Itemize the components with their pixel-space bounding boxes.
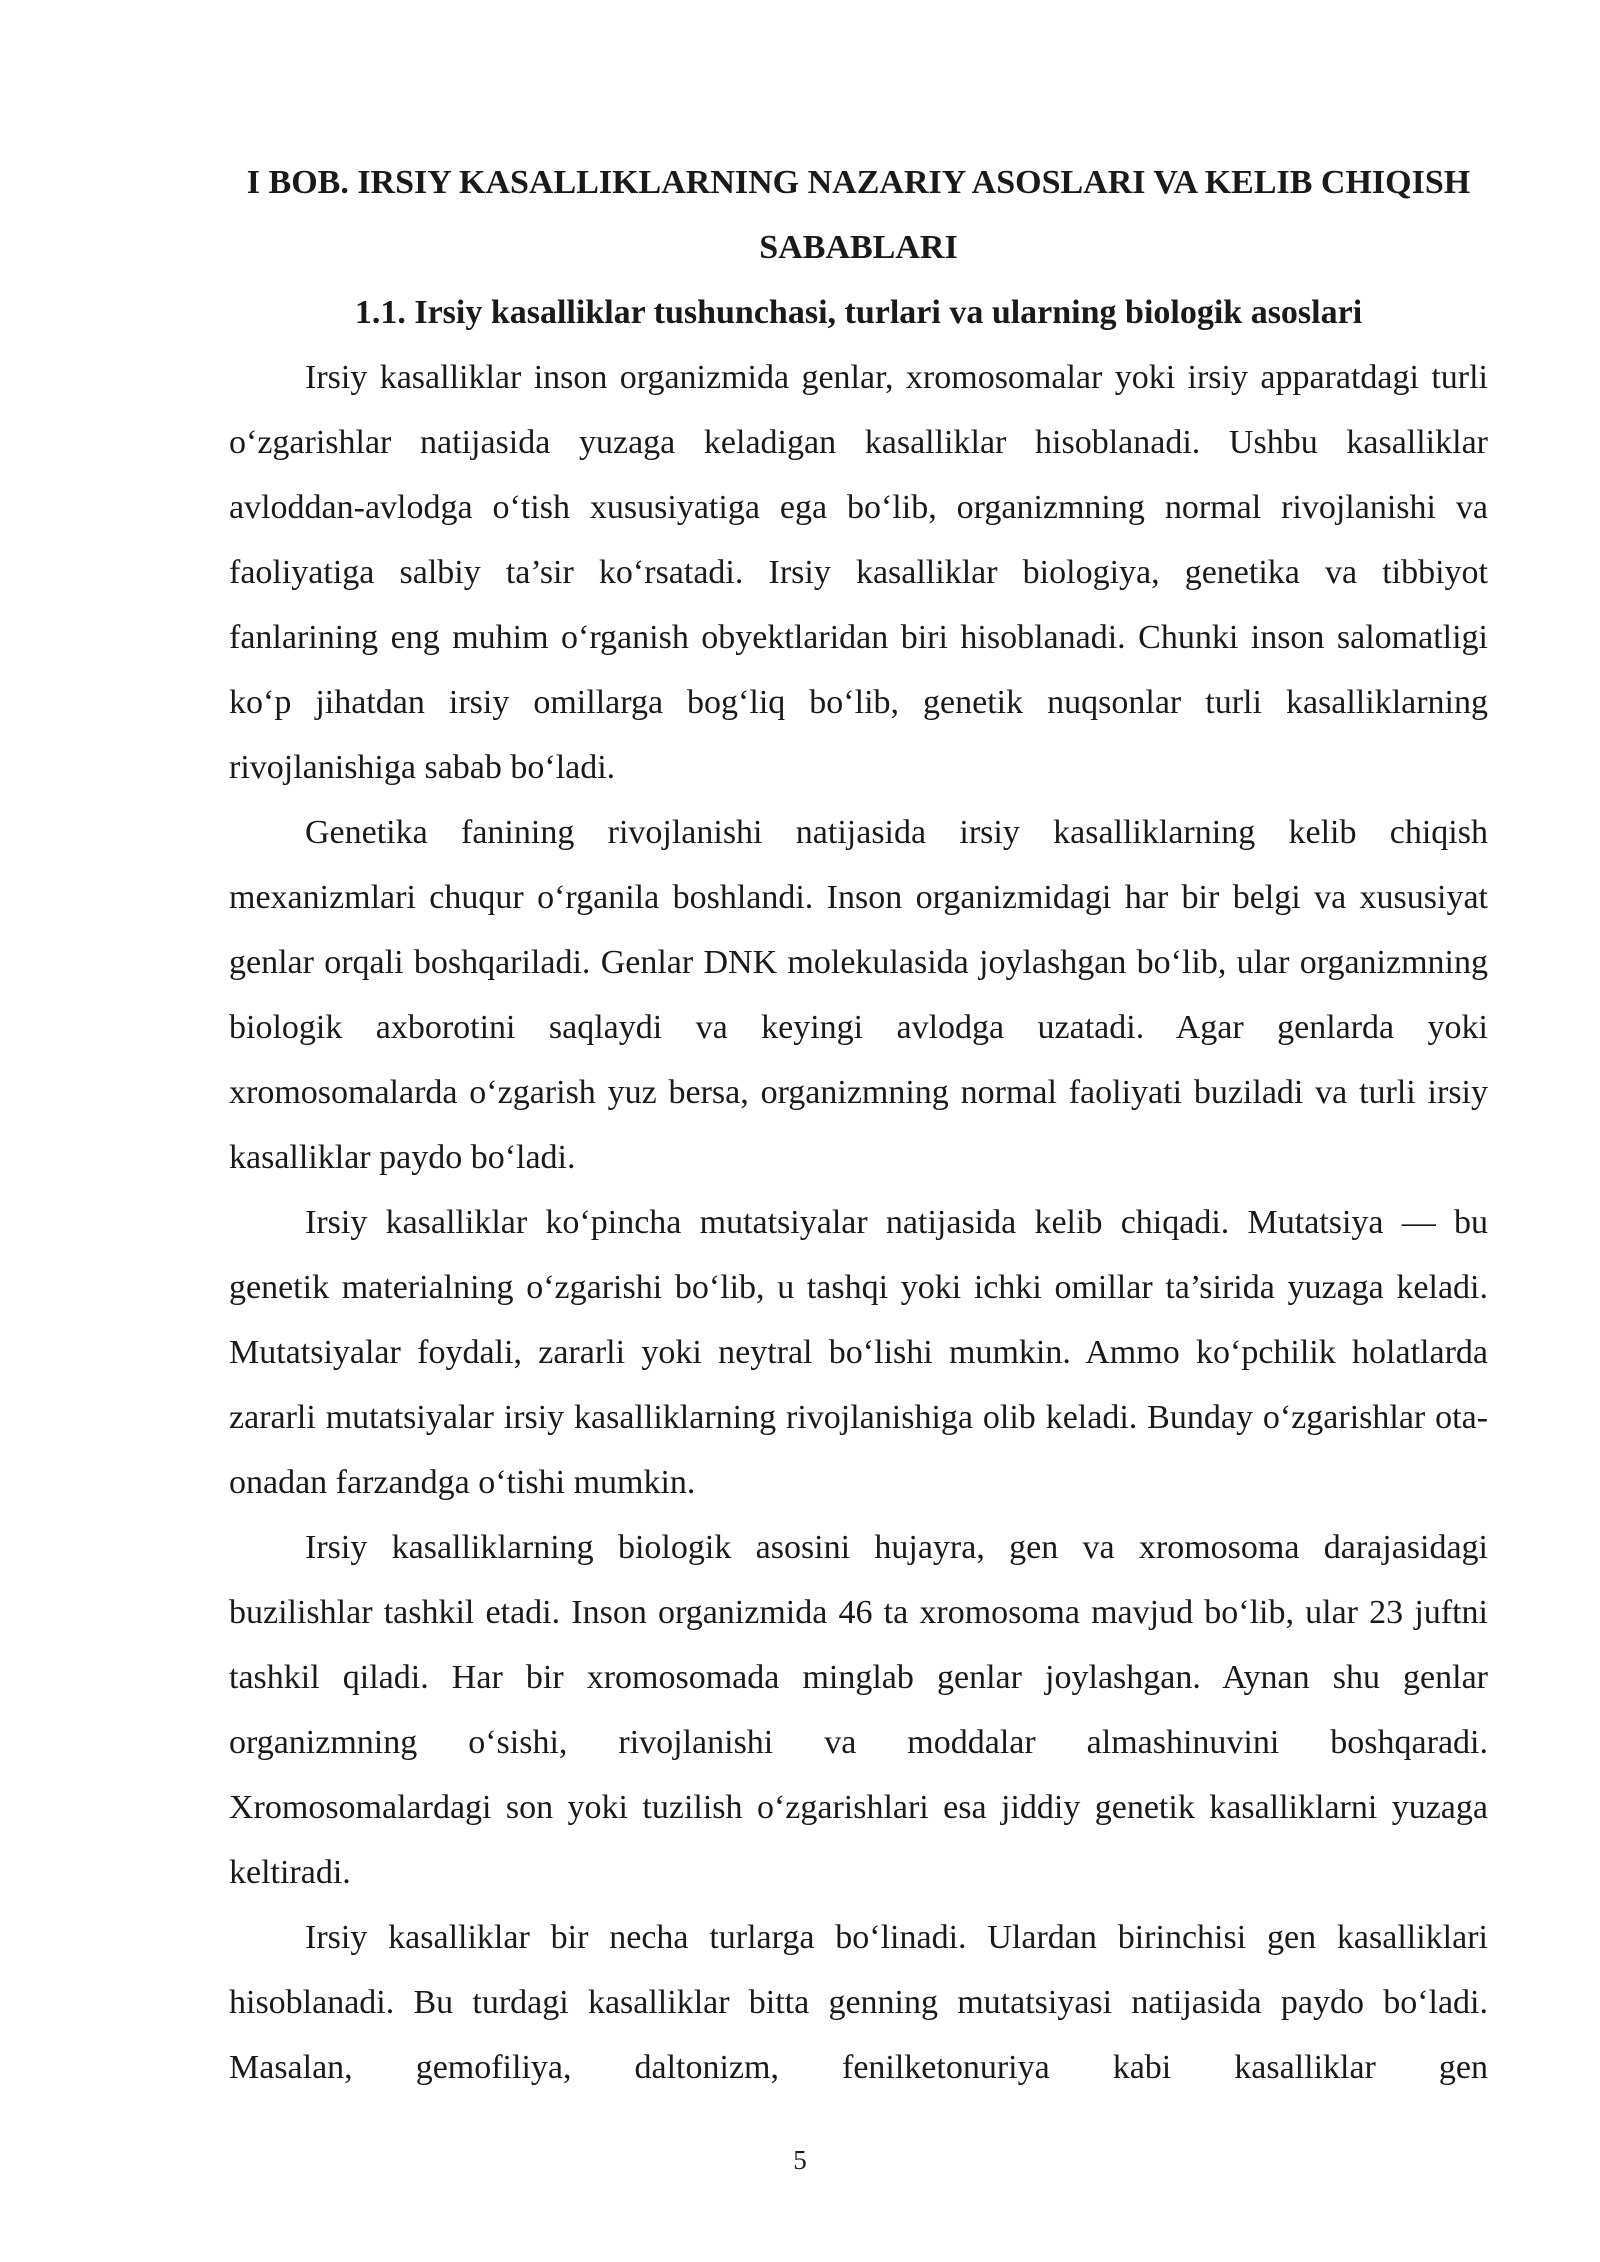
section-title: 1.1. Irsiy kasalliklar tushunchasi, turlari va ularning biologik asoslari: [354, 294, 1363, 331]
paragraph: Irsiy kasalliklarning biologik asosini hujayra, gen va xromosoma darajasidagi buzilishlar tashkil etadi. Inson organizmida 46 ta xromosoma mavjud bo‘lib, ular 23 juftni tashkil qiladi. Har bir xromosomada minglab genlar joylashgan. Aynan shu genlar organizmning o‘sishi, rivojlanishi va moddalar almashinuvini boshqaradi. Xromosomalardagi son yoki tuzilish o‘zgarishlari esa jiddiy genetik kasalliklarni yuzaga keltiradi.: [229, 1529, 1488, 1891]
paragraph: Irsiy kasalliklar inson organizmida genlar, xromosomalar yoki irsiy apparatdagi turli o‘zgarishlar natijasida yuzaga keladigan kasalliklar hisoblanadi. Ushbu kasalliklar avloddan-avlodga o‘tish xususiyatiga ega bo‘lib, organizmning normal rivojlanishi va faoliyatiga salbiy ta’sir ko‘rsatadi. Irsiy kasalliklar biologiya, genetika va tibbiyot fanlarining eng muhim o‘rganish obyektlaridan biri hisoblanadi. Chunki inson salomatligi ko‘p jihatdan irsiy omillarga bog‘liq bo‘lib, genetik nuqsonlar turli kasalliklarning rivojlanishiga sabab bo‘ladi.: [229, 359, 1488, 786]
document-page: [229, 150, 1488, 2100]
paragraph: Irsiy kasalliklar ko‘pincha mutatsiyalar natijasida kelib chiqadi. Mutatsiya — bu genetik materialning o‘zgarishi bo‘lib, u tashqi yoki ichki omillar ta’sirida yuzaga keladi. Mutatsiyalar foydali, zararli yoki neytral bo‘lishi mumkin. Ammo ko‘pchilik holatlarda zararli mutatsiyalar irsiy kasalliklarning rivojlanishiga olib keladi. Bunday o‘zgarishlar ota-onadan farzandga o‘tishi mumkin.: [229, 1204, 1488, 1501]
page-number: 5: [793, 2145, 807, 2175]
paragraph: Genetika fanining rivojlanishi natijasida irsiy kasalliklarning kelib chiqish mexanizmlari chuqur o‘rganila boshlandi. Inson organizmidagi har bir belgi va xususiyat genlar orqali boshqariladi. Genlar DNK molekulasida joylashgan bo‘lib, ular organizmning biologik axborotini saqlaydi va keyingi avlodga uzatadi. Agar genlarda yoki xromosomalarda o‘zgarish yuz bersa, organizmning normal faoliyati buziladi va turli irsiy kasalliklar paydo bo‘ladi.: [229, 814, 1488, 1176]
paragraph: Irsiy kasalliklar bir necha turlarga bo‘linadi. Ulardan birinchisi gen kasalliklari hisoblanadi. Bu turdagi kasalliklar bitta genning mutatsiyasi natijasida paydo bo‘ladi. Masalan, gemofiliya, daltonizm, fenilketonuriya kabi kasalliklar gen: [229, 1919, 1488, 2086]
chapter-title: I BOB. IRSIY KASALLIKLARNING NAZARIY ASOSLARI VA KELIB CHIQISH SABABLARI: [246, 164, 1471, 266]
